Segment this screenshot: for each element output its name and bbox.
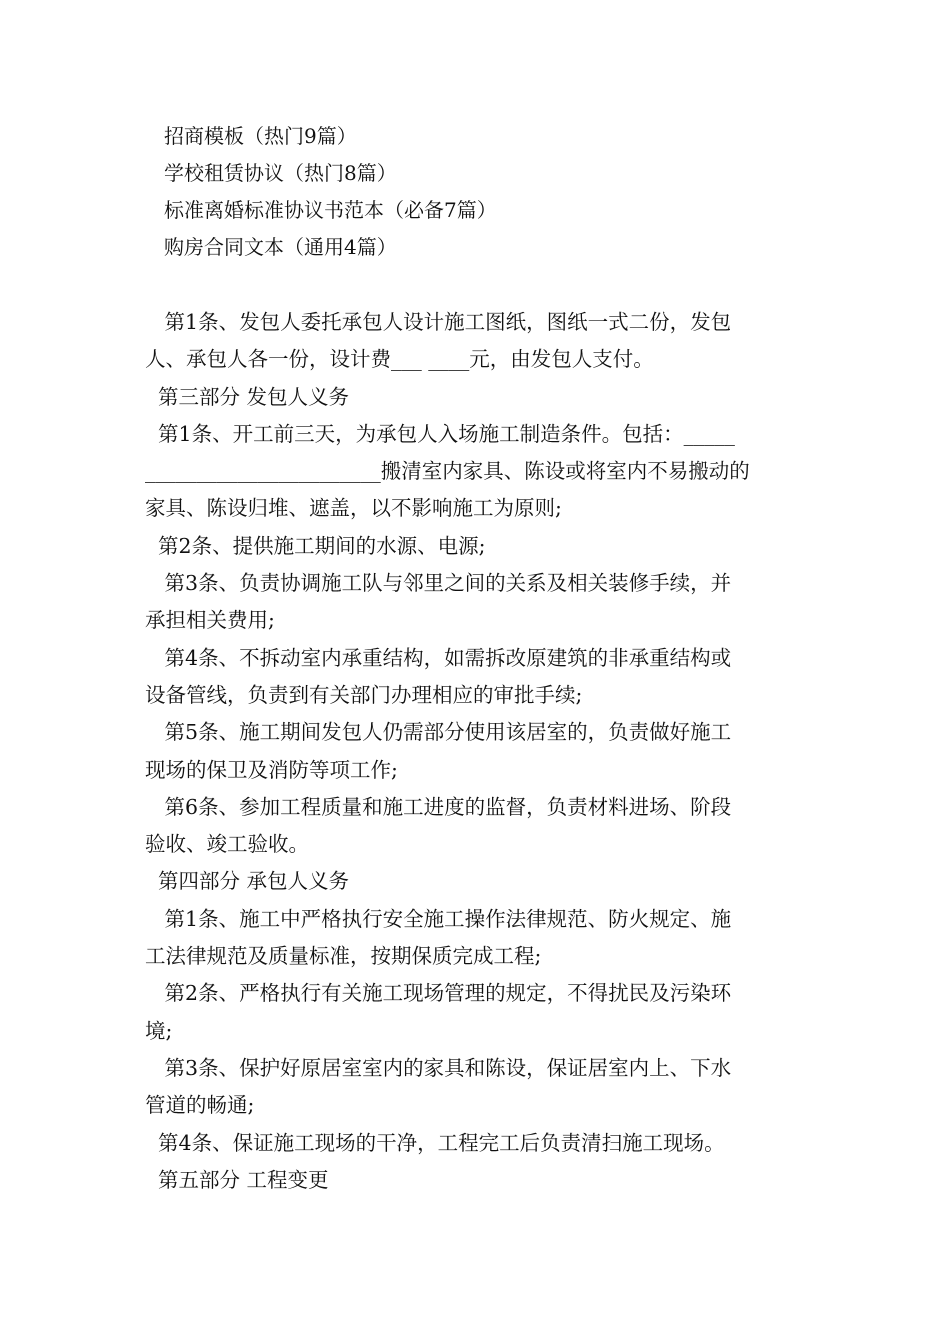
- body-line: 第5条、施工期间发包人仍需部分使用该居室的，负责做好施工: [145, 720, 732, 745]
- body-line: 管道的畅通;: [145, 1093, 255, 1118]
- related-link-2[interactable]: 学校租赁协议（热门8篇）: [164, 161, 397, 185]
- body-line: 承担相关费用;: [145, 608, 275, 633]
- body-line: 第3条、负责协调施工队与邻里之间的关系及相关装修手续，并: [145, 571, 732, 596]
- related-link-3[interactable]: 标准离婚标准协议书范本（必备7篇）: [164, 198, 497, 222]
- body-line: _______________________搬清室内家具、陈设或将室内不易搬动的: [145, 459, 750, 484]
- body-line: 家具、陈设归堆、遮盖，以不影响施工为原则;: [145, 496, 562, 521]
- body-line: 验收、竣工验收。: [145, 832, 309, 857]
- body-line: 第1条、施工中严格执行安全施工操作法律规范、防火规定、施: [145, 906, 732, 931]
- contract-body: [145, 304, 810, 1199]
- body-line: 工法律规范及质量标准，按期保质完成工程;: [145, 944, 542, 969]
- body-line: 第4条、保证施工现场的干净，工程完工后负责清扫施工现场。: [145, 1130, 725, 1155]
- body-line: 第1条、开工前三天，为承包人入场施工制造条件。包括：_____: [145, 421, 735, 446]
- related-link-1[interactable]: 招商模板（热门9篇）: [164, 124, 357, 148]
- related-links-list: [164, 118, 497, 266]
- section-heading: 第五部分 工程变更: [145, 1167, 329, 1192]
- related-link-4[interactable]: 购房合同文本（通用4篇）: [164, 235, 397, 259]
- body-line: 第6条、参加工程质量和施工进度的监督，负责材料进场、阶段: [145, 794, 732, 819]
- body-line: 设备管线，负责到有关部门办理相应的审批手续;: [145, 682, 583, 707]
- body-line: 境;: [145, 1018, 173, 1043]
- body-line: 第4条、不拆动室内承重结构，如需拆改原建筑的非承重结构或: [145, 645, 732, 670]
- body-line: 现场的保卫及消防等项工作;: [145, 757, 398, 782]
- body-line: 第2条、提供施工期间的水源、电源;: [145, 533, 486, 558]
- section-heading: 第四部分 承包人义务: [145, 869, 350, 894]
- body-line: 人、承包人各一份，设计费___ ____元，由发包人支付。: [145, 347, 654, 372]
- body-line: 第1条、发包人委托承包人设计施工图纸，图纸一式二份，发包: [145, 310, 732, 334]
- body-line: 第3条、保护好原居室室内的家具和陈设，保证居室内上、下水: [145, 1055, 732, 1080]
- body-line: 第2条、严格执行有关施工现场管理的规定，不得扰民及污染环: [145, 981, 732, 1006]
- section-heading: 第三部分 发包人义务: [145, 384, 350, 409]
